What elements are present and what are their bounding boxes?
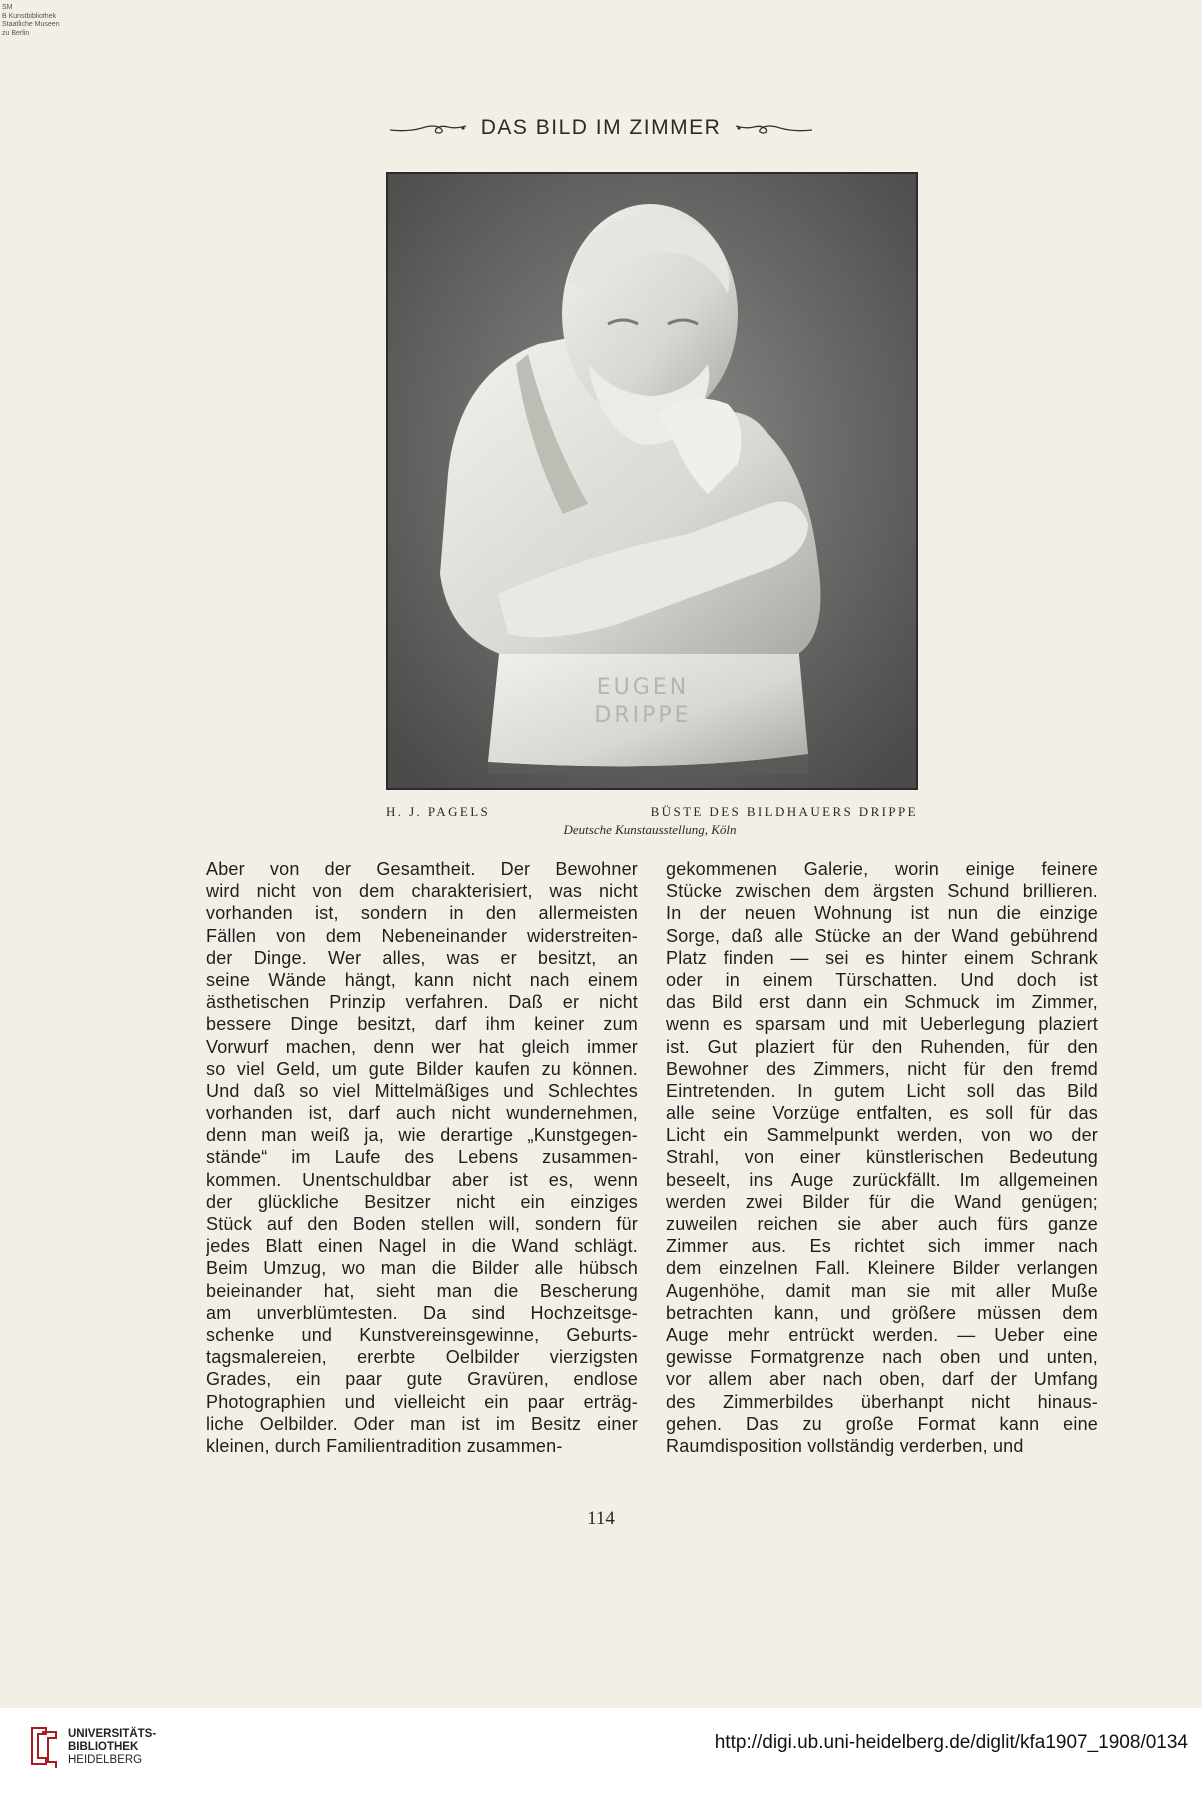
source-url-link[interactable]: http://digi.ub.uni-heidelberg.de/diglit/kfa1907_1908/0134 xyxy=(714,1732,1188,1753)
text-line: ist. Gut plaziert für den Ruhenden, für den xyxy=(666,1036,1098,1057)
page-title: DAS BILD IM ZIMMER xyxy=(480,116,722,139)
text-line: wird nicht von dem charakterisiert, was nicht xyxy=(206,881,638,902)
library-name-line1: UNIVERSITÄTS- xyxy=(68,1728,157,1740)
bust-illustration xyxy=(388,174,916,788)
stamp-line: B Kunstbibliothek xyxy=(2,12,57,20)
text-line: Sorge, daß alle Stücke an der Wand gebührend xyxy=(666,925,1098,946)
text-line: Strahl, von einer künstlerischen Bedeutung xyxy=(666,1147,1098,1168)
stamp-line: Staatliche Museen xyxy=(2,21,60,28)
text-line: werden zwei Bilder für die Wand genügen; xyxy=(666,1191,1098,1212)
text-line: bessere Dinge besitzt, darf ihm keiner zum xyxy=(206,1014,638,1035)
bust-photograph xyxy=(386,172,918,790)
text-line: Aber von der Gesamtheit. Der Bewohner xyxy=(206,859,638,879)
text-line: vorhanden ist, sondern in den allermeisten xyxy=(206,903,638,924)
text-line: Stück auf den Boden stellen will, sondern für xyxy=(206,1214,638,1234)
text-line: denn man weiß ja, wie derartige „Kunstgegen- xyxy=(206,1125,638,1146)
text-column-right xyxy=(666,858,1098,1457)
text-column-left xyxy=(206,858,638,1457)
text-line: so viel Geld, um gute Bilder kaufen zu können. xyxy=(206,1058,638,1079)
text-line: Grades, ein paar gute Gravüren, endlose xyxy=(206,1369,638,1390)
text-line: Raumdisposition vollständig verderben, und xyxy=(666,1435,1024,1456)
library-stamp xyxy=(2,4,60,38)
text-line: das Bild erst dann ein Schmuck im Zimmer, xyxy=(666,992,1098,1013)
text-line: schenke und Kunstvereinsgewinne, Geburts- xyxy=(206,1324,638,1345)
text-line: tagsmalereien, ererbte Oelbilder vierzigsten xyxy=(206,1347,638,1368)
text-line: seine Wände hängt, kann nicht nach einem xyxy=(206,969,638,990)
inscription-line-2: DRIPPE xyxy=(594,703,692,728)
text-line: dem einzelnen Fall. Kleinere Bilder verlangen xyxy=(666,1258,1098,1279)
stamp-line: zu Berlin xyxy=(2,29,30,37)
text-line: der Dinge. Wer alles, was er besitzt, an xyxy=(206,947,638,968)
text-line: oder in einem Türschatten. Und doch ist xyxy=(666,969,1098,990)
text-line: betrachten kann, und größere müssen dem xyxy=(666,1302,1098,1323)
figure-exhibition: Deutsche Kunstausstellung, Köln xyxy=(563,822,737,837)
text-line: beseelt, ins Auge zurückfällt. Im allgemeinen xyxy=(666,1169,1098,1190)
text-line: Zimmer aus. Es richtet sich immer nach xyxy=(666,1236,1098,1257)
library-name-line2: BIBLIOTHEK xyxy=(68,1741,139,1753)
text-line: alle seine Vorzüge entfalten, es soll für das xyxy=(666,1103,1098,1124)
text-line: Augenhöhe, damit man sie mit aller Muße xyxy=(666,1280,1098,1301)
text-line: gekommenen Galerie, worin einige feinere xyxy=(666,859,1098,879)
text-line: Auge mehr entrückt werden. — Ueber eine xyxy=(666,1324,1098,1345)
text-line: Licht ein Sammelpunkt werden, von wo der xyxy=(666,1125,1098,1146)
text-line: kommen. Unentschuldbar aber ist es, wenn xyxy=(206,1169,638,1190)
text-line: des Zimmerbildes überhanpt nicht hinaus- xyxy=(666,1391,1098,1412)
left-ornament-icon xyxy=(388,119,468,137)
text-line: gehen. Das zu große Format kann eine xyxy=(666,1413,1098,1434)
text-line: vorhanden ist, darf auch nicht wundernehmen, xyxy=(206,1103,638,1124)
text-line: wenn es sparsam und mit Ueberlegung plaziert xyxy=(666,1014,1098,1035)
library-name xyxy=(68,1728,156,1767)
library-name-line3: HEIDELBERG xyxy=(68,1754,143,1766)
stamp-line: SM xyxy=(2,4,13,11)
text-line: am unverblümtesten. Da sind Hochzeitsge- xyxy=(206,1302,638,1323)
text-line: Photographien und vielleicht ein paar erträg- xyxy=(206,1391,638,1412)
page-header xyxy=(0,116,1202,140)
figure-title: BÜSTE DES BILDHAUERS DRIPPE xyxy=(650,804,918,819)
footer-bar xyxy=(0,1708,1202,1798)
text-line: In der neuen Wohnung ist nun die einzige xyxy=(666,903,1098,924)
text-line: Fällen von dem Nebeneinander widerstreiten- xyxy=(206,925,638,946)
text-line: zuweilen reichen sie aber auch fürs ganze xyxy=(666,1214,1098,1234)
text-line: Und daß so viel Mittelmäßiges und Schlechtes xyxy=(206,1080,638,1101)
text-line: kleinen, durch Familientradition zusammen- xyxy=(206,1435,563,1456)
text-line: vor allem aber nach oben, darf der Umfang xyxy=(666,1369,1098,1390)
text-line: ästhetischen Prinzip verfahren. Daß er nicht xyxy=(206,992,638,1013)
text-line: liche Oelbilder. Oder man ist im Besitz einer xyxy=(206,1413,638,1434)
right-ornament-icon xyxy=(734,119,814,137)
figure-artist: H. J. PAGELS xyxy=(386,804,491,819)
text-line: jedes Blatt einen Nagel in die Wand schlägt. xyxy=(206,1236,638,1257)
text-line: Bewohner des Zimmers, nicht für den fremd xyxy=(666,1058,1098,1079)
text-line: der glückliche Besitzer nicht ein einziges xyxy=(206,1191,638,1212)
text-line: Eintretenden. In gutem Licht soll das Bild xyxy=(666,1080,1098,1101)
inscription-line-1: EUGEN xyxy=(596,675,690,700)
text-line: Beim Umzug, wo man die Bilder alle hübsch xyxy=(206,1258,638,1279)
text-line: Platz finden — sei es hinter einem Schrank xyxy=(666,947,1098,968)
text-line: beieinander hat, sieht man die Bescherung xyxy=(206,1280,638,1301)
library-logo-icon xyxy=(28,1724,62,1768)
text-line: gewisse Formatgrenze nach oben und unten, xyxy=(666,1347,1098,1368)
text-line: stände“ im Laufe des Lebens zusammen- xyxy=(206,1147,638,1168)
page-number: 114 xyxy=(587,1508,615,1529)
text-line: Vorwurf machen, denn wer hat gleich immer xyxy=(206,1036,638,1057)
text-line: Stücke zwischen dem ärgsten Schund brillieren. xyxy=(666,881,1098,902)
